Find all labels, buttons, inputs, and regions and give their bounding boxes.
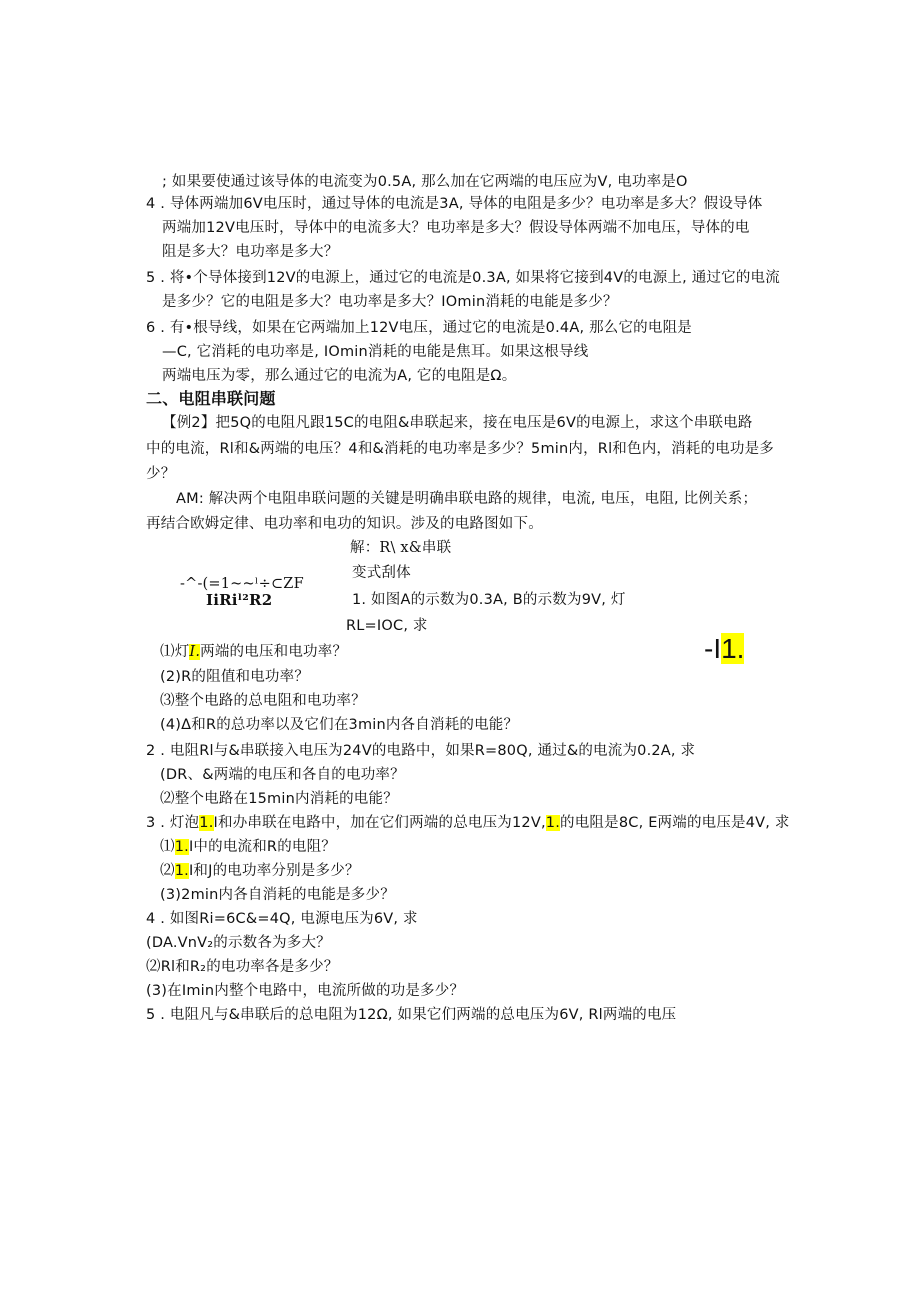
highlighted-label: I. [189,644,201,660]
question-5-line-2: 是多少？它的电阻是多大？电功率是多大？IOmin消耗的电能是多少？ [162,294,618,310]
part-text: I中的电流和R的电阻？ [188,839,337,855]
question-6-line-2: —C, 它消耗的电功率是, IOmin消耗的电能是焦耳。如果这根导线 [162,344,589,360]
question-3-tail: ; 如果要使通过该导体的电流变为0.5A, 那么加在它两端的电压应为V, 电功率是O [162,174,688,190]
section-2-title: 二、电阻串联问题 [146,389,276,408]
variant-1-line-2: RL=IOC, 求 [346,618,428,634]
highlighted-label: 1. [174,839,189,855]
variant-1-part-3: ⑶整个电路的总电阻和电功率？ [160,693,366,709]
variant-4-part-1: (DA.VnV₂的示数各为多大？ [146,935,331,951]
analysis-line-1: AM: 解决两个电阻串联问题的关键是明确串联电路的规律，电流, 电压，电阻, 比例关系； [176,491,758,507]
variant-2-line-1: 2 . 电阻Rl与&串联接入电压为24V的电路中，如果R=80Q, 通过&的电流为0.2A, 求 [146,743,696,759]
variant-1-part-1 [160,642,347,662]
variant-3-text-a: 3 . 灯泡 [146,815,200,831]
question-6-line-1: 6 . 有•根导线，如果在它两端加上12V电压，通过它的电流是0.4A, 那么它的电阻是 [146,320,692,336]
solution-label: 解：R\ x&串联 [350,540,452,556]
variant-3-text-b: I和办串联在电路中，加在它们两端的总电压为12V, [213,815,546,831]
example-2-line-1: 【例2】把5Q的电阻凡跟15C的电阻&串联起来，接在电压是6V的电源上，求这个串联电路 [162,415,753,431]
variant-4-part-3: (3)在Imin内整个电路中，电流所做的功是多少？ [146,983,465,999]
margin-mark [704,632,744,666]
highlighted-label: 1. [545,815,561,831]
question-6-line-3: 两端电压为零，那么通过它的电流为A, 它的电阻是Ω。 [162,368,517,384]
question-4-line-3: 阻是多大？电功率是多大？ [162,244,339,260]
question-5-line-1: 5 . 将•个导体接到12V的电源上，通过它的电流是0.3A, 如果将它接到4V的电源上, 通过它的电流 [146,270,780,286]
variant-3-part-2 [160,861,360,881]
circuit-diagram-line-2: IiRiˡ²R2 [206,591,273,609]
variant-1-part-2: (2)R的阻值和电功率？ [160,669,310,685]
variant-3-part-3: (3)2min内各自消耗的电能是多少？ [160,887,395,903]
variant-1-part-4: (4)Δ和R的总功率以及它们在3min内各自消耗的电能？ [160,717,519,733]
variant-3-text-c: 的电阻是8C, E两端的电压是4V, 求 [560,815,790,831]
highlighted-label: 1. [174,863,189,879]
example-2-line-2: 中的电流，Rl和&两端的电压？4和&消耗的电功率是多少？5min内，Rl和色内，消耗的电功是多 [146,441,775,457]
variant-5-line-1: 5 . 电阻凡与&串联后的总电阻为12Ω, 如果它们两端的总电压为6V, Rl两端的电压 [146,1007,677,1023]
question-4-line-1: 4 . 导体两端加6V电压时，通过导体的电流是3A, 导体的电阻是多少？电功率是多大？假设导体 [146,196,763,212]
highlighted-label: 1. [199,815,214,831]
variant-3-line-1 [146,813,790,833]
margin-mark-highlight: 1. [721,633,745,664]
variant-4-line-1: 4 . 如图Ri=6C&=4Q, 电源电压为6V, 求 [146,911,418,927]
part-number: ⑴ [160,839,175,855]
variant-2-part-2: ⑵整个电路在15min内消耗的电能？ [160,791,398,807]
variant-1-line-1: 1. 如图A的示数为0.3A, B的示数为9V, 灯 [352,592,626,608]
variant-2-part-1: (DR、&两端的电压和各自的电功率？ [160,767,405,783]
example-2-line-3: 少？ [146,466,176,482]
part-1-text: 两端的电压和电功率？ [200,644,348,660]
question-4-line-2: 两端加12V电压时，导体中的电流多大？电功率是多大？假设导体两端不加电压，导体的电 [162,220,750,236]
variant-4-part-2: ⑵Rl和R₂的电功率各是多少？ [146,959,339,975]
part-number: ⑵ [160,863,175,879]
part-1-prefix: ⑴灯 [160,644,190,660]
analysis-line-2: 再结合欧姆定律、电功率和电功的知识。涉及的电路图如下。 [146,516,543,532]
part-text: I和J的电功率分别是多少？ [188,863,360,879]
variant-3-part-1 [160,837,336,857]
margin-mark-prefix: -I [704,633,722,664]
circuit-diagram-line-1: -^-(=1~~ˡ÷⊂ZF [180,576,304,592]
variant-title: 变式刮体 [352,565,411,581]
